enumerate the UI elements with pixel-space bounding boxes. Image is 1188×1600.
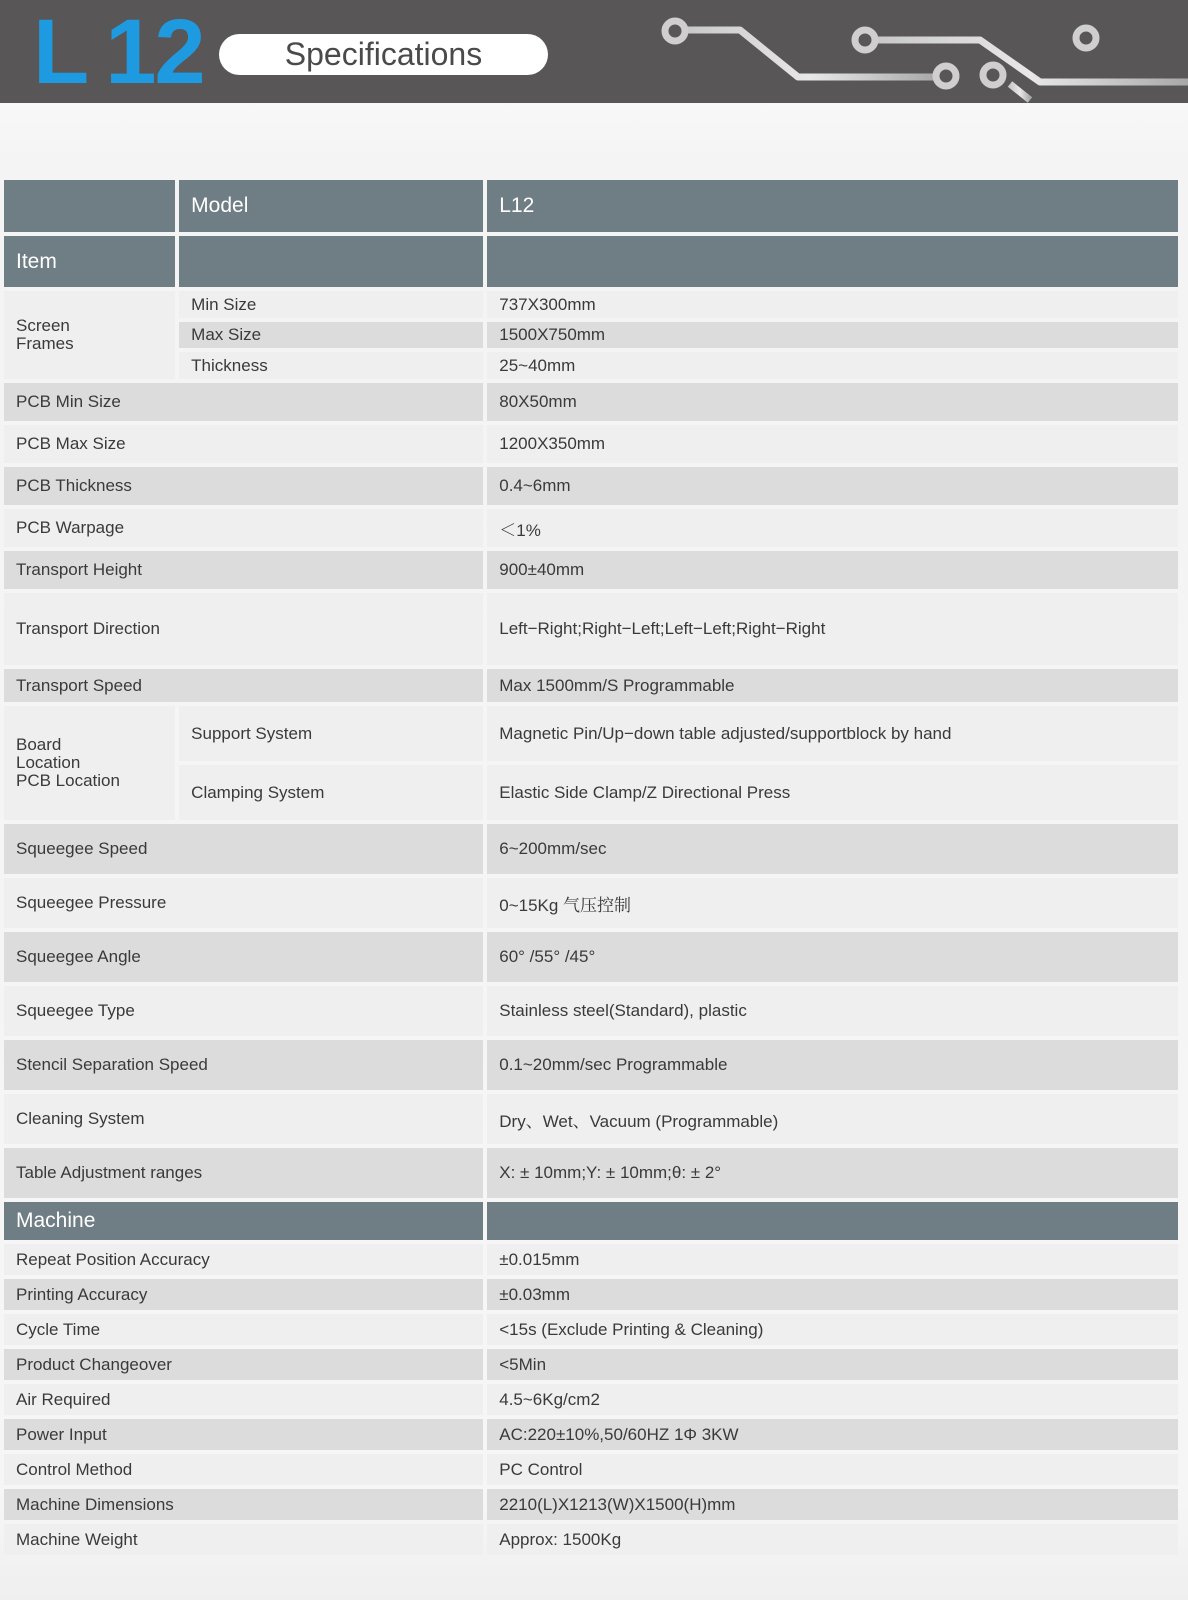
model-label: Model: [179, 180, 483, 232]
table-row: [4, 932, 1178, 982]
circuit-traces-icon: [600, 0, 1188, 103]
board-location-line: Location: [16, 753, 81, 772]
table-row: [4, 1279, 1178, 1310]
table-row: [4, 1419, 1178, 1450]
table-row: [4, 551, 1178, 589]
row-value: ＜1%: [487, 509, 1178, 547]
row-name: Squeegee Pressure: [4, 878, 483, 928]
table-row: [4, 1349, 1178, 1380]
table-row: [4, 425, 1178, 463]
model-logo: [33, 2, 204, 102]
row-name: Max Size: [179, 322, 483, 348]
row-name: Squeegee Type: [4, 986, 483, 1036]
row-name: Table Adjustment ranges: [4, 1148, 483, 1198]
row-value: 4.5~6Kg/cm2: [487, 1384, 1178, 1415]
table-row: [4, 1314, 1178, 1345]
row-value: ±0.03mm: [487, 1279, 1178, 1310]
board-location-line: PCB Location: [16, 771, 120, 790]
row-name: Transport Direction: [4, 593, 483, 665]
item-label: Item: [4, 236, 175, 287]
machine-section-label: Machine: [4, 1202, 483, 1240]
row-value: Magnetic Pin/Up−down table adjusted/supportblock by hand: [487, 706, 1178, 761]
screen-frames-label: Screen Frames: [4, 291, 175, 379]
header-blank-cell: [487, 1202, 1178, 1240]
row-name: Machine Dimensions: [4, 1489, 483, 1520]
row-value: Dry、Wet、Vacuum (Programmable): [487, 1094, 1178, 1144]
row-name: Cleaning System: [4, 1094, 483, 1144]
row-value: 0.4~6mm: [487, 467, 1178, 505]
row-name: PCB Max Size: [4, 425, 483, 463]
table-row: [4, 322, 1178, 348]
row-name: PCB Warpage: [4, 509, 483, 547]
spec-table: [0, 176, 1182, 1559]
board-location-line: Board: [16, 735, 62, 754]
table-row: [4, 383, 1178, 421]
row-value: Approx: 1500Kg: [487, 1524, 1178, 1555]
row-name: Printing Accuracy: [4, 1279, 483, 1310]
row-name: Clamping System: [179, 765, 483, 820]
table-row: [4, 1384, 1178, 1415]
table-row: [4, 1489, 1178, 1520]
table-row: [4, 352, 1178, 379]
row-name: Squeegee Angle: [4, 932, 483, 982]
row-value: AC:220±10%,50/60HZ 1Φ 3KW: [487, 1419, 1178, 1450]
model-value: L12: [487, 180, 1178, 232]
header-blank-cell: [487, 236, 1178, 287]
table-row: [4, 1094, 1178, 1144]
header-banner: [0, 0, 1188, 103]
row-name: Thickness: [179, 352, 483, 379]
row-value: 6~200mm/sec: [487, 824, 1178, 874]
row-value: 80X50mm: [487, 383, 1178, 421]
row-value: 25~40mm: [487, 352, 1178, 379]
header-row-model: [4, 180, 1178, 232]
row-name: Air Required: [4, 1384, 483, 1415]
table-row: [4, 593, 1178, 665]
table-row: [4, 1040, 1178, 1090]
row-name: Product Changeover: [4, 1349, 483, 1380]
row-value: Elastic Side Clamp/Z Directional Press: [487, 765, 1178, 820]
row-name: Cycle Time: [4, 1314, 483, 1345]
table-row: [4, 706, 1178, 761]
row-name: Support System: [179, 706, 483, 761]
row-name: PCB Thickness: [4, 467, 483, 505]
row-name: PCB Min Size: [4, 383, 483, 421]
row-value: 60° /55° /45°: [487, 932, 1178, 982]
table-row: [4, 1148, 1178, 1198]
table-row: [4, 467, 1178, 505]
row-value: 2210(L)X1213(W)X1500(H)mm: [487, 1489, 1178, 1520]
header-blank-cell: [4, 180, 175, 232]
row-name: Control Method: [4, 1454, 483, 1485]
table-row: [4, 1524, 1178, 1555]
table-row: [4, 878, 1178, 928]
table-row: [4, 824, 1178, 874]
table-row: [4, 291, 1178, 318]
row-name: Transport Speed: [4, 669, 483, 702]
row-name: Stencil Separation Speed: [4, 1040, 483, 1090]
board-location-label: [4, 706, 175, 820]
row-value: PC Control: [487, 1454, 1178, 1485]
row-value: Stainless steel(Standard), plastic: [487, 986, 1178, 1036]
table-row: [4, 509, 1178, 547]
table-row: [4, 669, 1178, 702]
row-value: 1200X350mm: [487, 425, 1178, 463]
row-value: <5Min: [487, 1349, 1178, 1380]
row-value: 900±40mm: [487, 551, 1178, 589]
row-name: Power Input: [4, 1419, 483, 1450]
row-value: <15s (Exclude Printing & Cleaning): [487, 1314, 1178, 1345]
page-title: Specifications: [219, 34, 548, 75]
row-value: 0.1~20mm/sec Programmable: [487, 1040, 1178, 1090]
row-value: 737X300mm: [487, 291, 1178, 318]
row-value: ±0.015mm: [487, 1244, 1178, 1275]
table-row: [4, 765, 1178, 820]
logo-letter: L: [33, 1, 88, 103]
table-row: [4, 1244, 1178, 1275]
row-name: Transport Height: [4, 551, 483, 589]
row-name: Repeat Position Accuracy: [4, 1244, 483, 1275]
header-row-item: [4, 236, 1178, 287]
row-value: 1500X750mm: [487, 322, 1178, 348]
section-header-machine: [4, 1202, 1178, 1240]
row-value: Max 1500mm/S Programmable: [487, 669, 1178, 702]
table-row: [4, 1454, 1178, 1485]
logo-number: 12: [105, 1, 204, 103]
table-row: [4, 986, 1178, 1036]
header-blank-cell: [179, 236, 483, 287]
row-name: Squeegee Speed: [4, 824, 483, 874]
row-value: Left−Right;Right−Left;Left−Left;Right−Right: [487, 593, 1178, 665]
row-name: Min Size: [179, 291, 483, 318]
row-value: 0~15Kg 气压控制: [487, 878, 1178, 928]
row-name: Machine Weight: [4, 1524, 483, 1555]
row-value: X: ± 10mm;Y: ± 10mm;θ: ± 2°: [487, 1148, 1178, 1198]
